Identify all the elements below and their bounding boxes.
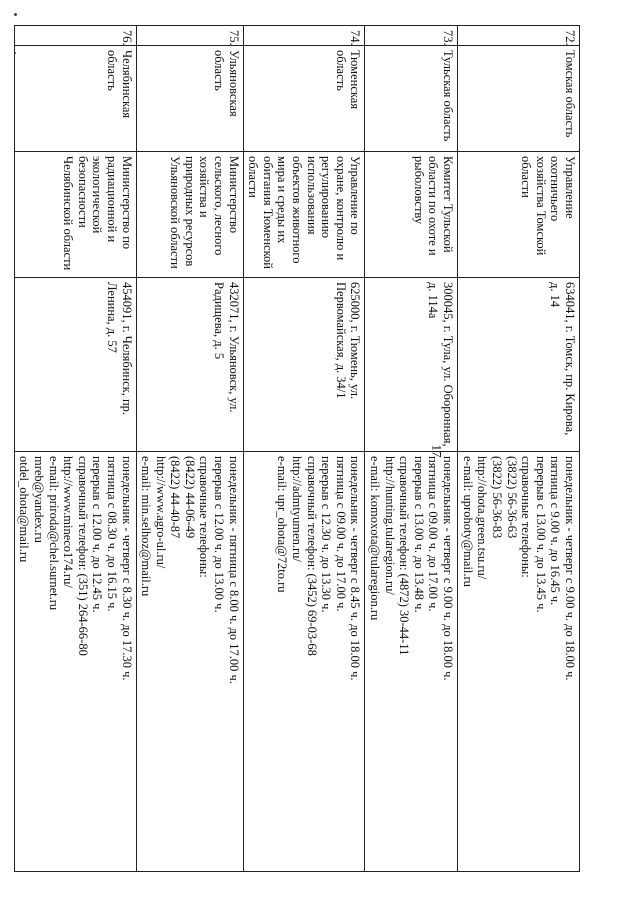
organization-name: Управление по охране, контролю и регулированию использования объектов животного мира и среды их обитания Тюменской области: [243, 152, 365, 278]
organization-name: Комитет Тульской области по охоте и рыболовству: [365, 152, 458, 278]
region-name: Тульская область: [365, 46, 458, 152]
rotated-table-frame: [17, 25, 580, 871]
row-number: 75.: [136, 26, 243, 46]
table-body: [14, 26, 579, 872]
row-number: 76.: [14, 26, 136, 46]
contact-info: понедельник - четверг с 8.45 ч. до 18.00 ч. пятница с 09.00 ч. до 17.00 ч. перерыв с 12.30 ч. до 13.30 ч. справочный телефон: (3452) 69-03-68 http://admtyumen.ru/ e-mail: upr_ohota@72to.ru: [243, 452, 365, 872]
region-name: Ульяновская область: [136, 46, 243, 152]
contact-info: понедельник - четверг с 8.30 ч. до 17.30 ч. пятница с 08.30 ч. до 16.15 ч. перерыв с 12.00 ч. до 12.45 ч. справочный телефон: (351) 264-66-80 http://www.mineco174.ru/ e-mail: priroda@chel.surnet.ru mreb@yandex.ru otdel_ohota@mail.ru: [14, 452, 136, 872]
contact-info: понедельник - пятница с 8.00 ч. до 17.00 ч. перерыв с 12.00 ч. до 13.00 ч. справочные телефоны: (8422) 44-06-49 (8422) 44-40-87 http://www.agro-ul.ru/ e-mail: min.selhoz@mail.ru: [136, 452, 243, 872]
contact-info: понедельник - четверг с 9.00 ч. до 18.00 ч. пятница с 09.00 ч. до 17.00 ч. перерыв с 13.00 ч. до 13.48 ч. справочный телефон: (4872) 30-44-11 http://hunting.tularegion.ru/ e-mail: komoxota@tularegion.ru: [365, 452, 458, 872]
organization-name: Управление охотничьего хозяйства Томской области: [458, 152, 580, 278]
postal-address: 300045, г. Тула, ул. Оборонная, д. 114а: [365, 278, 458, 452]
row-number: 74.: [243, 26, 365, 46]
row-number: 72.: [458, 26, 580, 46]
postal-address: 634041, г. Томск, пр. Кирова, д. 14: [458, 278, 580, 452]
contact-info: понедельник - четверг с 9.00 ч. до 18.00 ч. пятница с 9.00 ч. до 16.45 ч. перерыв с 13.00 ч. до 13.45 ч. справочные телефоны: (3822) 56-36-63 (3822) 56-36-83 http://ohota.green.tsu.ru/ e-mail: uprohoty@mail.ru: [458, 452, 580, 872]
region-name: Томская область: [458, 46, 580, 152]
rotated-table-content: [17, 25, 580, 871]
region-name: Челябинская область: [14, 46, 136, 152]
page-number: 17: [429, 444, 445, 458]
postal-address: 432071, г. Ульяновск, ул. Радищева, д. 5: [136, 278, 243, 452]
row-number: 73.: [365, 26, 458, 46]
postal-address: 625000, г. Тюмень, ул. Первомайская, д. 34/1: [243, 278, 365, 452]
table-row: [136, 26, 243, 872]
postal-address: 454091, г. Челябинск, пр. Ленина, д. 57: [14, 278, 136, 452]
organization-name: Министерство сельского, лесного хозяйства и природных ресурсов Ульяновской области: [136, 152, 243, 278]
organization-name: Министерство по радиационной и экологической безопасности Челябинской области: [14, 152, 136, 278]
table-row: [365, 26, 458, 872]
region-name: Тюменская область: [243, 46, 365, 152]
scan-speck: [14, 13, 17, 16]
table-row: [458, 26, 580, 872]
table-row: [243, 26, 365, 872]
table-row: [14, 26, 136, 872]
hunting-authorities-table: [14, 25, 580, 872]
